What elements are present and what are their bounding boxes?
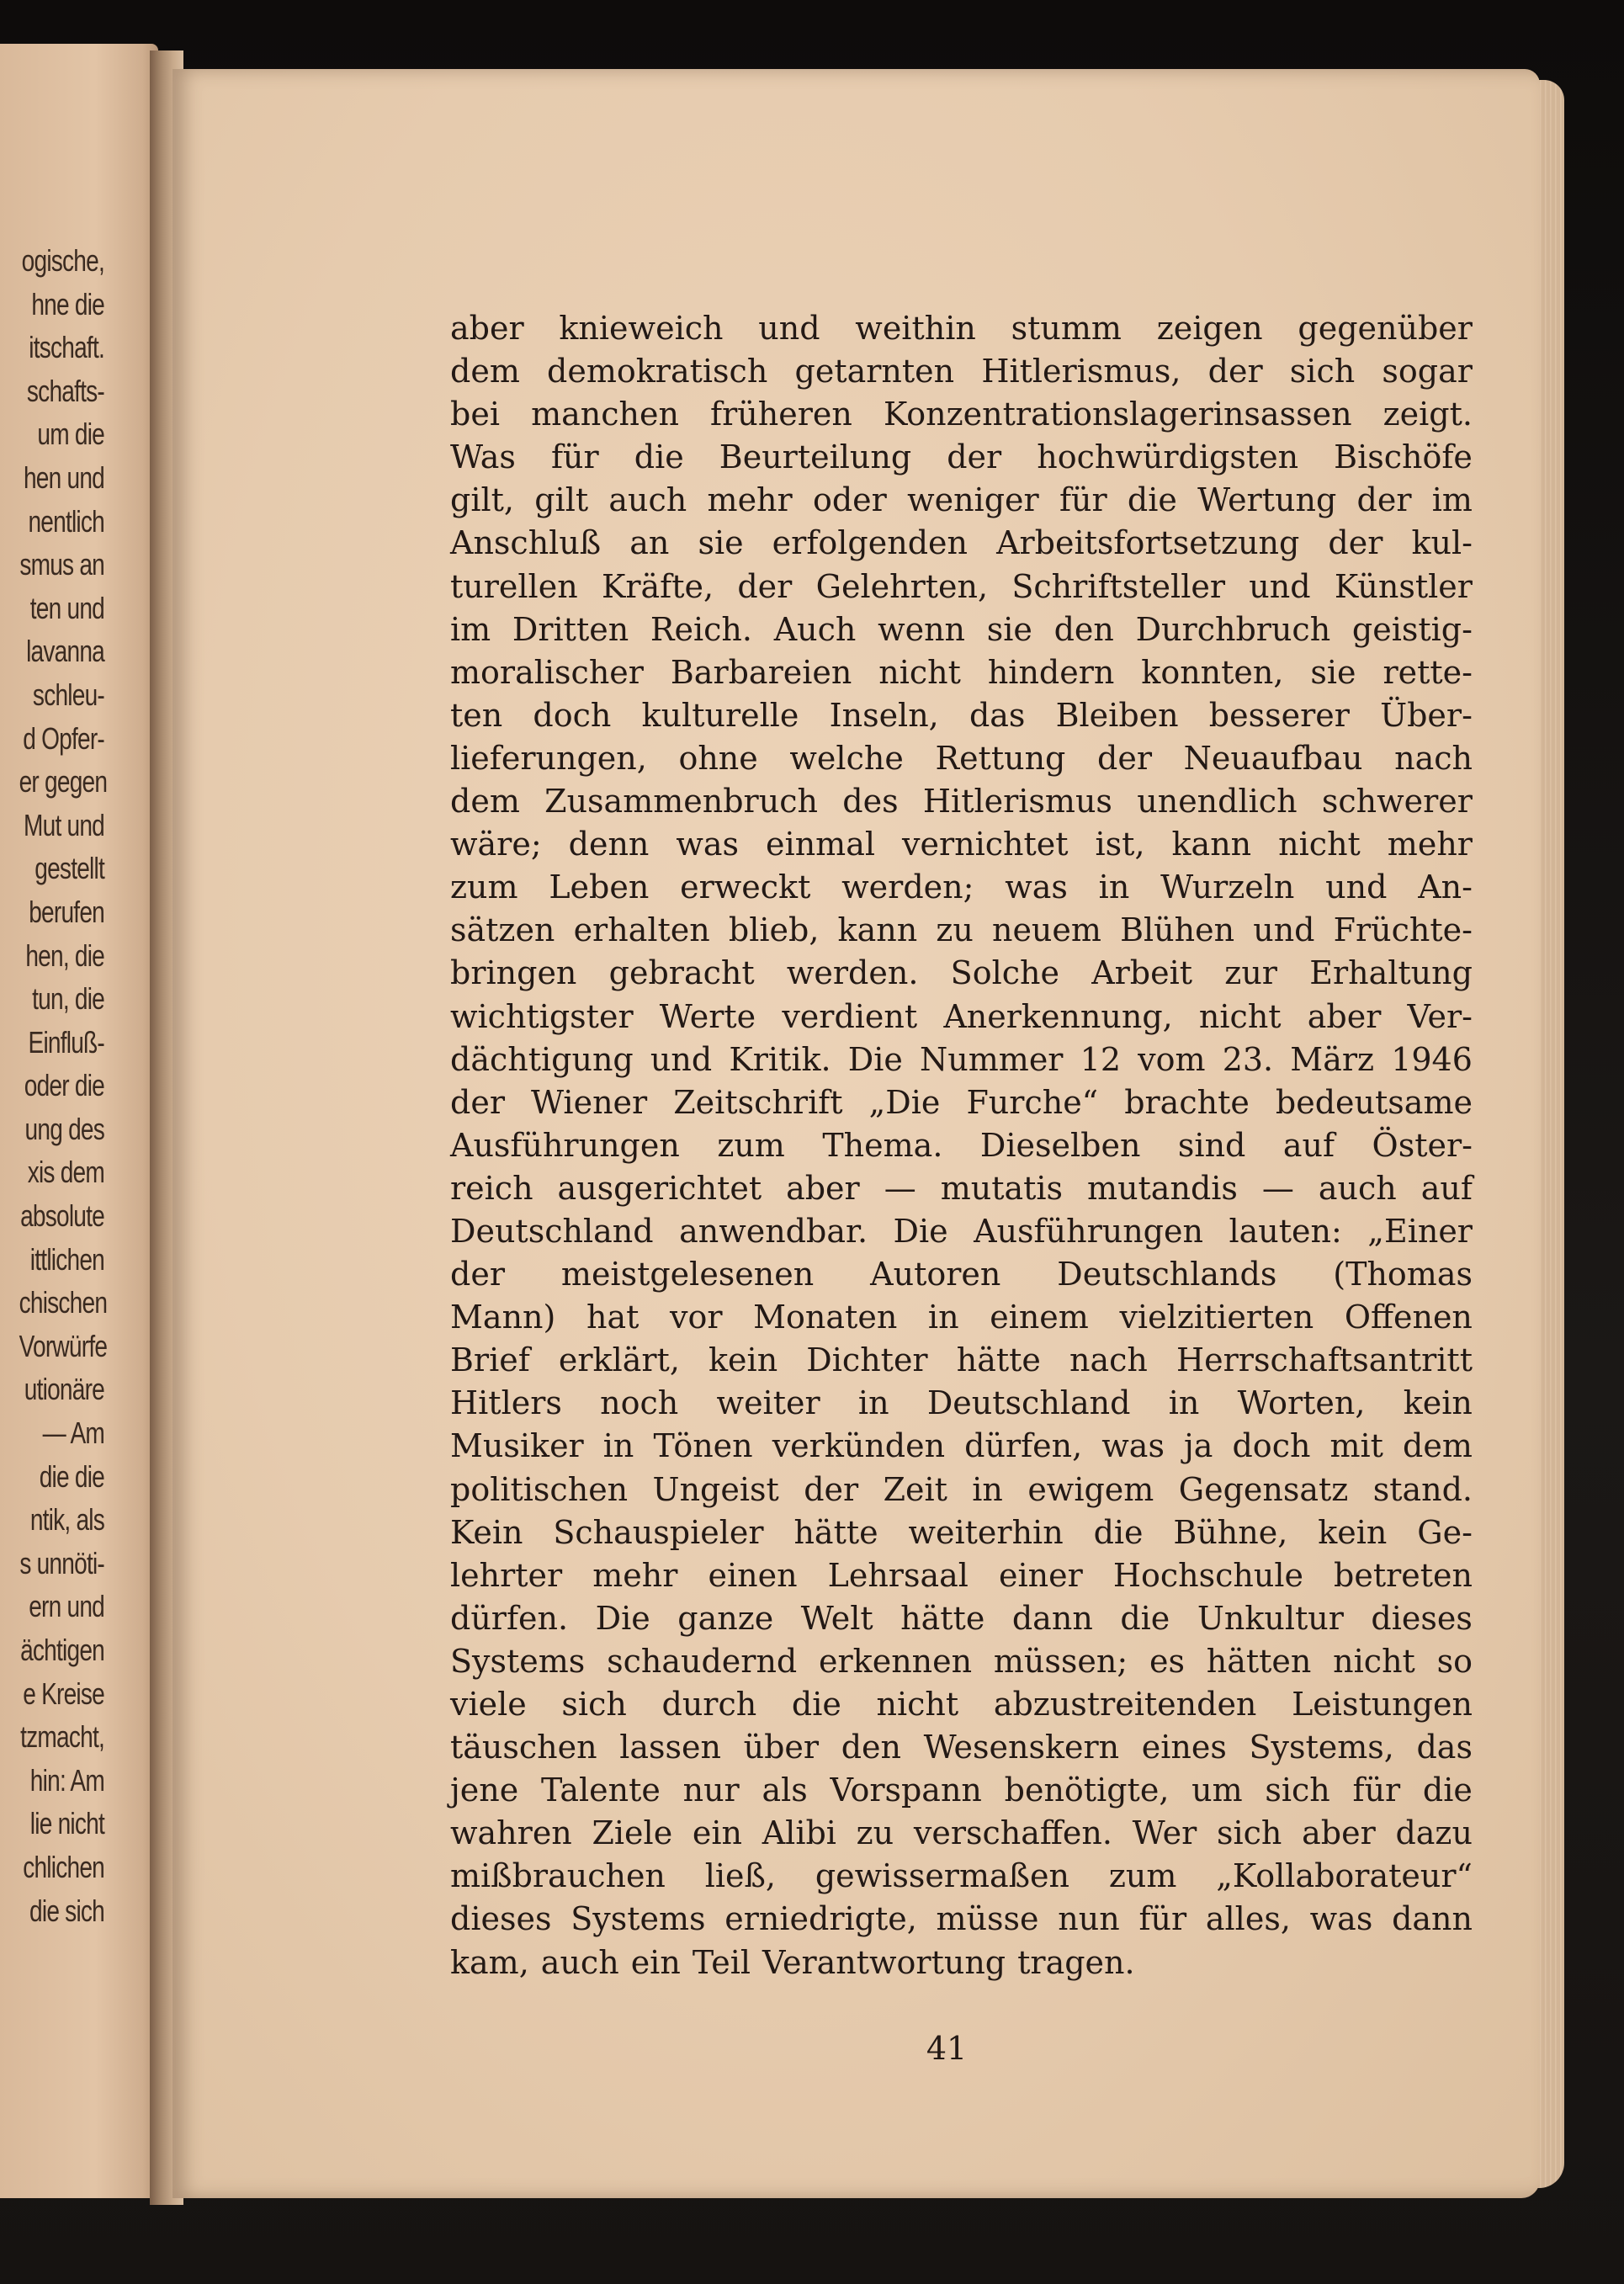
text-line: mißbrauchen ließ, gewissermaßen zum „Kollaborateur“ xyxy=(450,1857,1473,1895)
left-page-line: ung des xyxy=(24,1111,105,1146)
text-line: turellen Kräfte, der Gelehrten, Schriftsteller und Künstler xyxy=(450,567,1473,605)
left-page-line: ntik, als xyxy=(29,1502,105,1538)
text-line: der meistgelesenen Autoren Deutschlands (Thomas xyxy=(450,1256,1473,1293)
left-page-line: Mut und xyxy=(23,807,104,842)
text-line: Musiker in Tönen verkünden dürfen, was ja doch mit dem xyxy=(450,1427,1473,1465)
text-line: im Dritten Reich. Auch wenn sie den Durchbruch geistig- xyxy=(450,610,1473,648)
text-line: viele sich durch die nicht abzustreitenden Leistungen xyxy=(450,1686,1473,1723)
text-line: politischen Ungeist der Zeit in ewigem Gegensatz stand. xyxy=(450,1470,1473,1508)
left-page-line: ittlichen xyxy=(29,1241,104,1277)
text-line: dem Zusammenbruch des Hitlerismus unendlich schwerer xyxy=(450,783,1473,821)
text-line: moralischer Barbareien nicht hindern konnten, sie rette- xyxy=(450,653,1473,691)
left-page-line: Einfluß- xyxy=(28,1024,104,1060)
left-page-line: ern und xyxy=(29,1589,104,1624)
left-page-line: nentlich xyxy=(28,503,104,539)
text-line: ten doch kulturelle Inseln, das Bleiben besserer Über- xyxy=(450,696,1473,734)
text-line: bei manchen früheren Konzentrationslagerinsassen zeigt. xyxy=(450,396,1473,433)
left-page-line: die sich xyxy=(29,1893,104,1928)
text-line: kam, auch ein Teil Verantwortung tragen. xyxy=(450,1943,1135,1981)
text-line: aber knieweich und weithin stumm zeigen gegenüber xyxy=(450,310,1473,347)
text-line: Kein Schauspieler hätte weiterhin die Bühne, kein Ge- xyxy=(450,1513,1473,1551)
left-page-line: e Kreise xyxy=(23,1676,104,1711)
left-page-line: die die xyxy=(39,1458,104,1494)
text-line: Was für die Beurteilung der hochwürdigsten Bischöfe xyxy=(450,438,1473,476)
left-page-line: — Am xyxy=(42,1416,104,1451)
text-line: Deutschland anwendbar. Die Ausführungen lauten: „Einer xyxy=(450,1212,1473,1250)
text-line: dürfen. Die ganze Welt hätte dann die Unkultur dieses xyxy=(450,1599,1473,1637)
left-page-line: gestellt xyxy=(34,851,105,886)
text-line: täuschen lassen über den Wesenskern eines Systems, das xyxy=(450,1729,1473,1766)
left-page-line: hen und xyxy=(23,459,104,495)
left-page-line: um die xyxy=(37,417,105,452)
text-line: wichtigster Werte verdient Anerkennung, nicht aber Ver- xyxy=(450,997,1473,1035)
text-line: dächtigung und Kritik. Die Nummer 12 vom 23. März 1946 xyxy=(450,1040,1473,1078)
left-page-line: lavanna xyxy=(26,634,104,669)
left-page-line: absolute xyxy=(20,1198,105,1234)
text-line: der Wiener Zeitschrift „Die Furche“ brachte bedeutsame xyxy=(450,1083,1473,1121)
left-page-line: ächtigen xyxy=(20,1633,105,1667)
text-line: Systems schaudernd erkennen müssen; es hätten nicht so xyxy=(450,1642,1473,1680)
text-line: wahren Ziele ein Alibi zu verschaffen. Wer sich aber dazu xyxy=(450,1814,1473,1852)
text-line: Hitlers noch weiter in Deutschland in Worten, kein xyxy=(450,1384,1473,1422)
text-line: dem demokratisch getarnten Hitlerismus, der sich sogar xyxy=(450,353,1473,390)
text-line: lieferungen, ohne welche Rettung der Neuaufbau nach xyxy=(450,739,1473,777)
text-line: gilt, gilt auch mehr oder weniger für die Wertung der im xyxy=(450,481,1473,519)
text-line: zum Leben erweckt werden; was in Wurzeln und An- xyxy=(450,868,1473,906)
left-page-line: utionäre xyxy=(24,1372,105,1407)
left-page-line: hne die xyxy=(31,286,104,321)
left-page-line: tun, die xyxy=(32,981,105,1017)
left-page-line: lie nicht xyxy=(29,1806,104,1841)
left-page-text xyxy=(19,239,108,1932)
left-page-line: ogische, xyxy=(21,243,104,278)
body-text xyxy=(450,307,1473,1984)
text-line: Brief erklärt, kein Dichter hätte nach Herrschaftsantritt xyxy=(450,1341,1473,1379)
left-page-line: berufen xyxy=(29,894,104,929)
left-page-line: hin: Am xyxy=(29,1762,104,1798)
page-number: 41 xyxy=(926,2030,968,2067)
left-page-line: itschaft. xyxy=(29,330,105,365)
text-line: dieses Systems erniedrigte, müsse nun für alles, was dann xyxy=(450,1900,1473,1938)
left-page-line: schleu- xyxy=(32,677,104,712)
text-line: Ausführungen zum Thema. Dieselben sind auf Öster- xyxy=(450,1126,1473,1164)
left-page-line: d Opfer- xyxy=(23,720,105,756)
left-page-line: smus an xyxy=(19,547,105,582)
text-line: Anschluß an sie erfolgenden Arbeitsfortsetzung der kul- xyxy=(450,524,1473,562)
text-line: reich ausgerichtet aber — mutatis mutandis — auch auf xyxy=(450,1169,1473,1207)
text-line: lehrter mehr einen Lehrsaal einer Hochschule betreten xyxy=(450,1556,1473,1594)
text-line: bringen gebracht werden. Solche Arbeit zur Erhaltung xyxy=(450,954,1473,992)
left-page-line: tzmacht, xyxy=(20,1719,104,1755)
text-line: jene Talente nur als Vorspann benötigte, um sich für die xyxy=(450,1771,1473,1809)
right-page xyxy=(172,69,1540,2198)
left-page-line: hen, die xyxy=(25,938,104,973)
left-page-line: s unnöti- xyxy=(19,1545,104,1580)
left-page-line: oder die xyxy=(24,1068,105,1103)
left-page-line: xis dem xyxy=(27,1155,104,1190)
left-page-fragment xyxy=(0,44,158,2198)
left-page-line: schafts- xyxy=(26,373,104,408)
left-page-line: chischen xyxy=(19,1285,108,1320)
left-page-line: er gegen xyxy=(19,764,108,799)
text-line: sätzen erhalten blieb, kann zu neuem Blühen und Früchte- xyxy=(450,911,1473,949)
text-line: Mann) hat vor Monaten in einem vielzitierten Offenen xyxy=(450,1299,1473,1336)
left-page-line: chlichen xyxy=(23,1849,105,1884)
left-page-line: ten und xyxy=(29,590,104,625)
left-page-line: Vorwürfe xyxy=(19,1328,108,1363)
text-line: wäre; denn was einmal vernichtet ist, kann nicht mehr xyxy=(450,826,1473,863)
